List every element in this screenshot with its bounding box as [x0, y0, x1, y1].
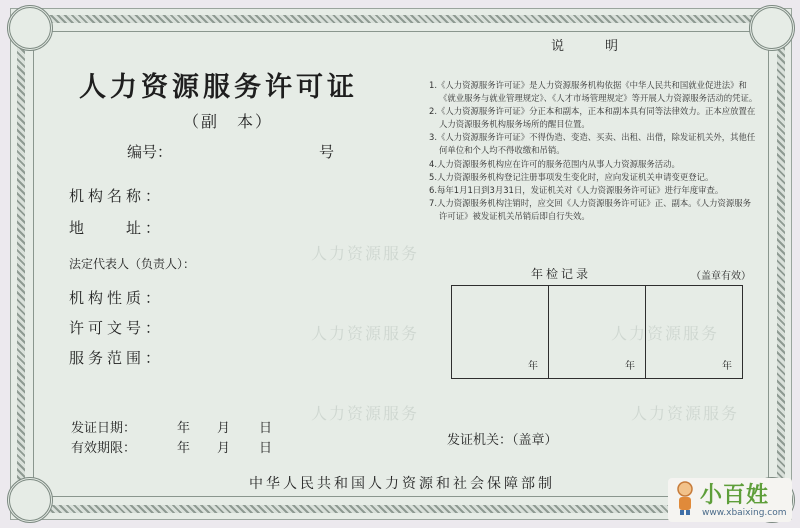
field-service-scope: 服务范围：: [69, 349, 165, 367]
mascot-icon: [674, 480, 696, 516]
logo-brand: 小百姓: [700, 482, 770, 508]
annual-cell: [646, 286, 742, 378]
site-logo: [668, 478, 792, 522]
month-unit: 月: [217, 421, 231, 436]
note-item: 5.人力资源服务机构登记注册事项发生变化时，应向发证机关申请变更登记。: [429, 171, 714, 182]
notes-title: 说 明: [551, 39, 633, 54]
watermark-text: 人力资源服务: [311, 244, 420, 263]
field-permit-no: 许可文号：: [69, 319, 165, 337]
note-item: 3.《人力资源服务许可证》不得伪造、变造、买卖、出租、出借，除发证机关外，其他任何单位和个人均不得收缴和吊销。: [429, 132, 756, 156]
watermark-text: 人力资源服务: [611, 324, 720, 343]
field-address: 地 址：: [69, 219, 165, 237]
issue-date-label: 发证日期：: [71, 421, 137, 436]
annual-inspection-table: [451, 285, 743, 379]
month-unit: 月: [217, 441, 231, 456]
annual-cell: [452, 286, 549, 378]
watermark-text: 人力资源服务: [311, 324, 420, 343]
field-legal-rep: 法定代表人（负责人）：: [69, 257, 196, 271]
annual-seal-note: （盖章有效）: [691, 271, 751, 282]
notes-list: [429, 79, 759, 223]
corner-ornament: [749, 5, 795, 51]
annual-cell: [549, 286, 646, 378]
field-org-name: 机构名称：: [69, 187, 165, 205]
field-org-type: 机构性质：: [69, 289, 165, 307]
watermark-text: 人力资源服务: [631, 404, 740, 423]
certificate-subtitle: （副 本）: [183, 112, 274, 131]
annual-year-label: 年: [528, 361, 538, 372]
issuing-ministry: 中华人民共和国人力资源和社会保障部制: [249, 476, 555, 492]
valid-date-label: 有效期限：: [71, 441, 137, 456]
annual-inspection-title: 年检记录: [531, 267, 592, 281]
number-label: 编号：: [127, 143, 173, 161]
watermark-text: 人力资源服务: [311, 404, 420, 423]
year-unit: 年: [177, 421, 191, 436]
note-item: 2.《人力资源服务许可证》分正本和副本，正本和副本具有同等法律效力。正本应放置在人力资源服务机构服务场所的醒目位置。: [429, 106, 756, 130]
note-item: 1.《人力资源服务许可证》是人力资源服务机构依据《中华人民共和国就业促进法》和《就业服务与就业管理规定》、《人才市场管理规定》等开展人力资源服务活动的凭证。: [429, 80, 758, 104]
day-unit: 日: [259, 421, 273, 436]
issuer-label: 发证机关：（盖章）: [447, 433, 558, 448]
certificate: [10, 8, 792, 520]
certificate-title: 人力资源服务许可证: [79, 72, 358, 103]
corner-ornament: [7, 5, 53, 51]
number-suffix: 号: [319, 143, 335, 161]
year-unit: 年: [177, 441, 191, 456]
annual-year-label: 年: [722, 361, 732, 372]
note-item: 4.人力资源服务机构应在许可的服务范围内从事人力资源服务活动。: [429, 158, 680, 169]
note-item: 7.人力资源服务机构注销时，应交回《人力资源服务许可证》正、副本。《人力资源服务许可证》被发证机关吊销后即自行失效。: [429, 197, 752, 221]
logo-url: www.xbaixing.com: [702, 508, 787, 518]
annual-year-label: 年: [625, 361, 635, 372]
day-unit: 日: [259, 441, 273, 456]
note-item: 6.每年1月1日到3月31日，发证机关对《人力资源服务许可证》进行年度审查。: [429, 184, 724, 195]
